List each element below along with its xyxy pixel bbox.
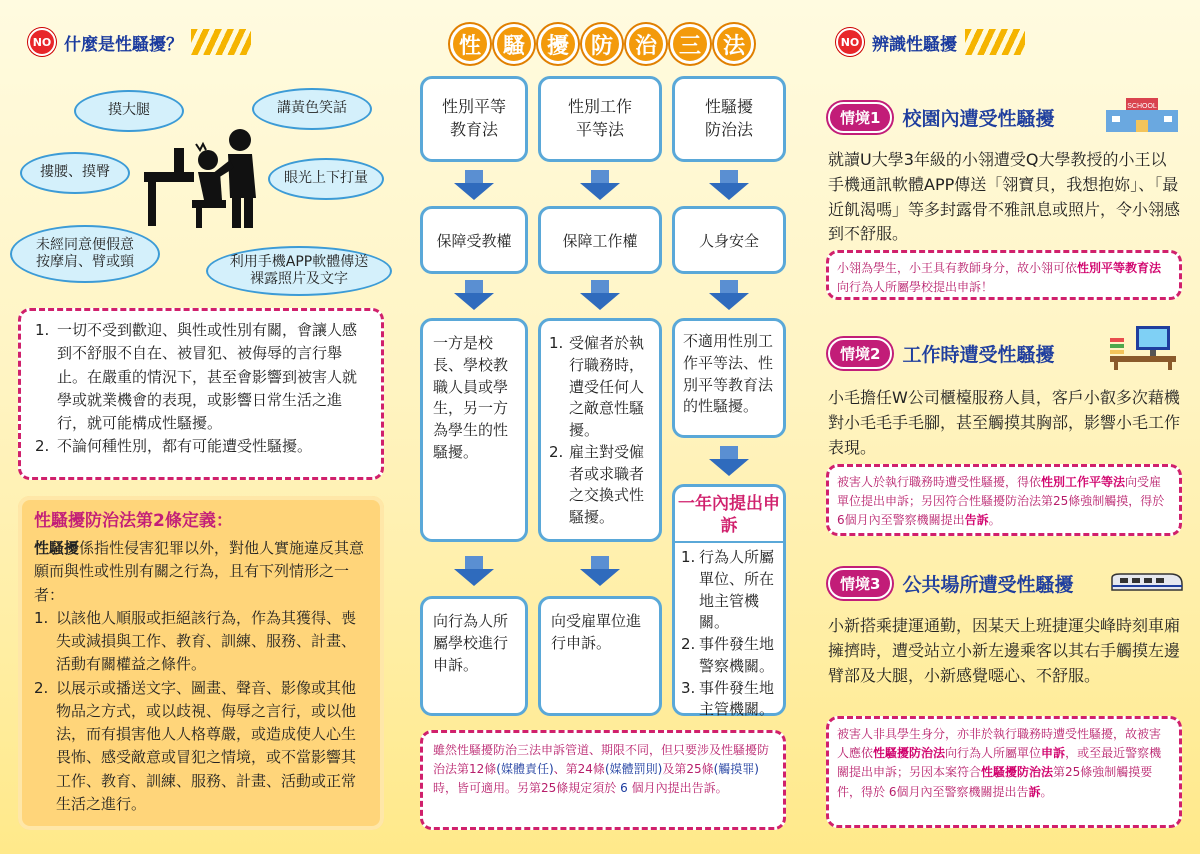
arrow-down-icon [580,280,620,310]
bubble-thigh: 摸大腿 [74,90,184,132]
complain-box-employer: 向受雇單位進行申訴。 [538,596,662,716]
case-tag: 情境2 [828,338,892,369]
case-2-header [828,338,1054,369]
title-char: 治 [626,24,666,64]
school-icon [1104,94,1180,134]
right-box-education: 保障受教權 [420,206,528,274]
stripe-decoration [965,29,1025,55]
case-3-note-box [826,716,1182,828]
law-definition-box [18,496,384,830]
left-section-header [28,28,251,56]
list-item: 3. 事件發生地主管機關。 [681,678,775,719]
middle-note-text: 雖然性騷擾防治三法申訴管道、期限不同，但只要涉及性騷擾防治法第12條(媒體責任)、第24條(媒體罰則)及第25條(觸摸罪)時，皆可適用。另第25條規定須於 6 個月內提出告訴。 [433,743,770,796]
bubble-jokes: 講黃色笑話 [252,88,372,130]
law-box-employment: 性別工作 平等法 [538,76,662,162]
no-icon: NO [28,28,56,56]
case-note-text: 小翎為學生，小王具有教師身分，故小翎可依性別平等教育法向行為人所屬學校提出申訴！ [837,261,1162,295]
arrow-down-icon [709,446,749,476]
section-title: 辨識性騷擾 [872,34,957,55]
case-3-text: 小新搭乘捷運通勤，因某天上班捷運尖峰時刻車廂擁擠時，遭受站立小新左邊乘客以其右手觸摸左邊臂部及大腿，小新感覺噁心、不舒服。 [828,616,1181,685]
harassment-illustration-icon [140,126,270,230]
case-note-text: 被害人於執行職務時遭受性騷擾，得依性別工作平等法向受雇單位提出申訴；另因符合性騷擾防治法第25條強制觸摸，得於6個月內至警察機關提出告訴。 [837,475,1165,528]
no-icon: NO [836,28,864,56]
law-box-education: 性別平等 教育法 [420,76,528,162]
right-section-header [836,28,1025,56]
scope-box-employment [538,318,662,542]
list-item: 1. 一切不受到歡迎、與性或性別有關，會讓人感到不舒服不自在、被冒犯、被侮辱的言行舉止。在嚴重的情況下，甚至會影響到被害人就學或就業機會的表現，或影響日常生活之進行，就可能構成性騷擾。 [35,321,358,432]
arrow-down-icon [580,170,620,200]
title-char: 三 [670,24,710,64]
law-definition-title: 性騷擾防治法第2條定義： [34,511,233,531]
list-item: 1. 以該他人順服或拒絕該行為，作為其獲得、喪失或減損與工作、教育、訓練、服務、計畫、活動有關權益之條件。 [34,608,357,674]
title-char: 擾 [538,24,578,64]
bubble-stare: 眼光上下打量 [268,158,384,200]
case-2-note-box [826,464,1182,536]
case-title: 校園內遭受性騷擾 [902,108,1055,130]
svg-text:SCHOOL: SCHOOL [1127,103,1157,110]
deadline-box [672,484,786,719]
scope-box-education: 一方是校長、學校教職人員或學生，另一方為學生的性騷擾。 [420,318,528,542]
law-definition-intro: 性騷擾係指性侵害犯罪以外，對他人實施違反其意願而與性或性別有關之行為，且有下列情形之一者： [34,539,365,604]
section-title: 什麼是性騷擾？ [64,34,183,55]
list-item: 1. 受僱者於執行職務時，遭受任何人之敵意性騷擾。 [549,334,645,439]
case-tag: 情境3 [828,568,892,599]
title-char: 性 [450,24,490,64]
case-1-note-box [826,250,1182,300]
arrow-down-icon [709,170,749,200]
list-item: 2. 以展示或播送文字、圖畫、聲音、影像或其他物品之方式，或以歧視、侮辱之言行，或以他法，而有損害他人人格尊嚴，或造成使人心生畏怖、感受敵意或冒犯之情境，或不當影響其工作、教育、訓練、服務、計畫、活動或正常生活之進行。 [34,678,357,813]
train-icon [1110,570,1184,594]
middle-note-box [420,730,786,830]
scope-box-prevention: 不適用性別工作平等法、性別平等教育法的性騷擾。 [672,318,786,438]
list-item: 1. 行為人所屬單位、所在地主管機關。 [681,548,775,632]
title-char: 防 [582,24,622,64]
case-2-text: 小毛擔任W公司櫃檯服務人員，客戶小叡多次藉機對小毛毛手毛腳，甚至觸摸其胸部，影響小毛工作表現。 [828,388,1181,457]
arrow-down-icon [454,556,494,586]
bubble-massage: 未經同意便假意 按摩肩、臂或頸 [10,225,160,283]
right-box-safety: 人身安全 [672,206,786,274]
case-1-header [828,102,1054,133]
arrow-down-icon [709,280,749,310]
list-item: 2. 不論何種性別，都有可能遭受性騷擾。 [35,437,313,456]
deadline-title: 一年內提出申訴 [675,493,783,543]
right-box-work: 保障工作權 [538,206,662,274]
law-box-prevention: 性騷擾 防治法 [672,76,786,162]
case-title: 工作時遭受性騷擾 [902,344,1055,366]
bubble-waist: 摟腰、摸臀 [20,152,130,194]
list-item: 2. 雇主對受僱者或求職者之交換式性騷擾。 [549,442,645,526]
office-desk-icon [1106,322,1180,370]
arrow-down-icon [454,280,494,310]
arrow-down-icon [454,170,494,200]
bubble-app: 利用手機APP軟體傳送 裸露照片及文字 [206,246,392,296]
three-laws-title [448,24,756,64]
case-note-text: 被害人非具學生身分，亦非於執行職務時遭受性騷擾，故被害人應依性騷擾防治法向行為人所屬單位申訴，或至最近警察機關提出申訴；另因本案符合性騷擾防治法第25條強制觸摸要件，得於 6個月內至警察機關提出告訴。 [837,727,1162,799]
title-char: 法 [714,24,754,64]
case-title: 公共場所遭受性騷擾 [902,574,1074,596]
title-char: 騷 [494,24,534,64]
case-1-text: 就讀U大學3年級的小翎遭受Q大學教授的小王以手機通訊軟體APP傳送「翎寶貝，我想抱妳」、「最近飢渴嗎」等多封露骨不雅訊息或照片，令小翎感到不舒服。 [828,150,1181,244]
case-tag: 情境1 [828,102,892,133]
list-item: 2. 事件發生地警察機關。 [681,635,775,675]
stripe-decoration [191,29,251,55]
definition-list-box [18,308,384,480]
complain-box-school: 向行為人所屬學校進行申訴。 [420,596,528,716]
arrow-down-icon [580,556,620,586]
case-3-header [828,568,1073,599]
